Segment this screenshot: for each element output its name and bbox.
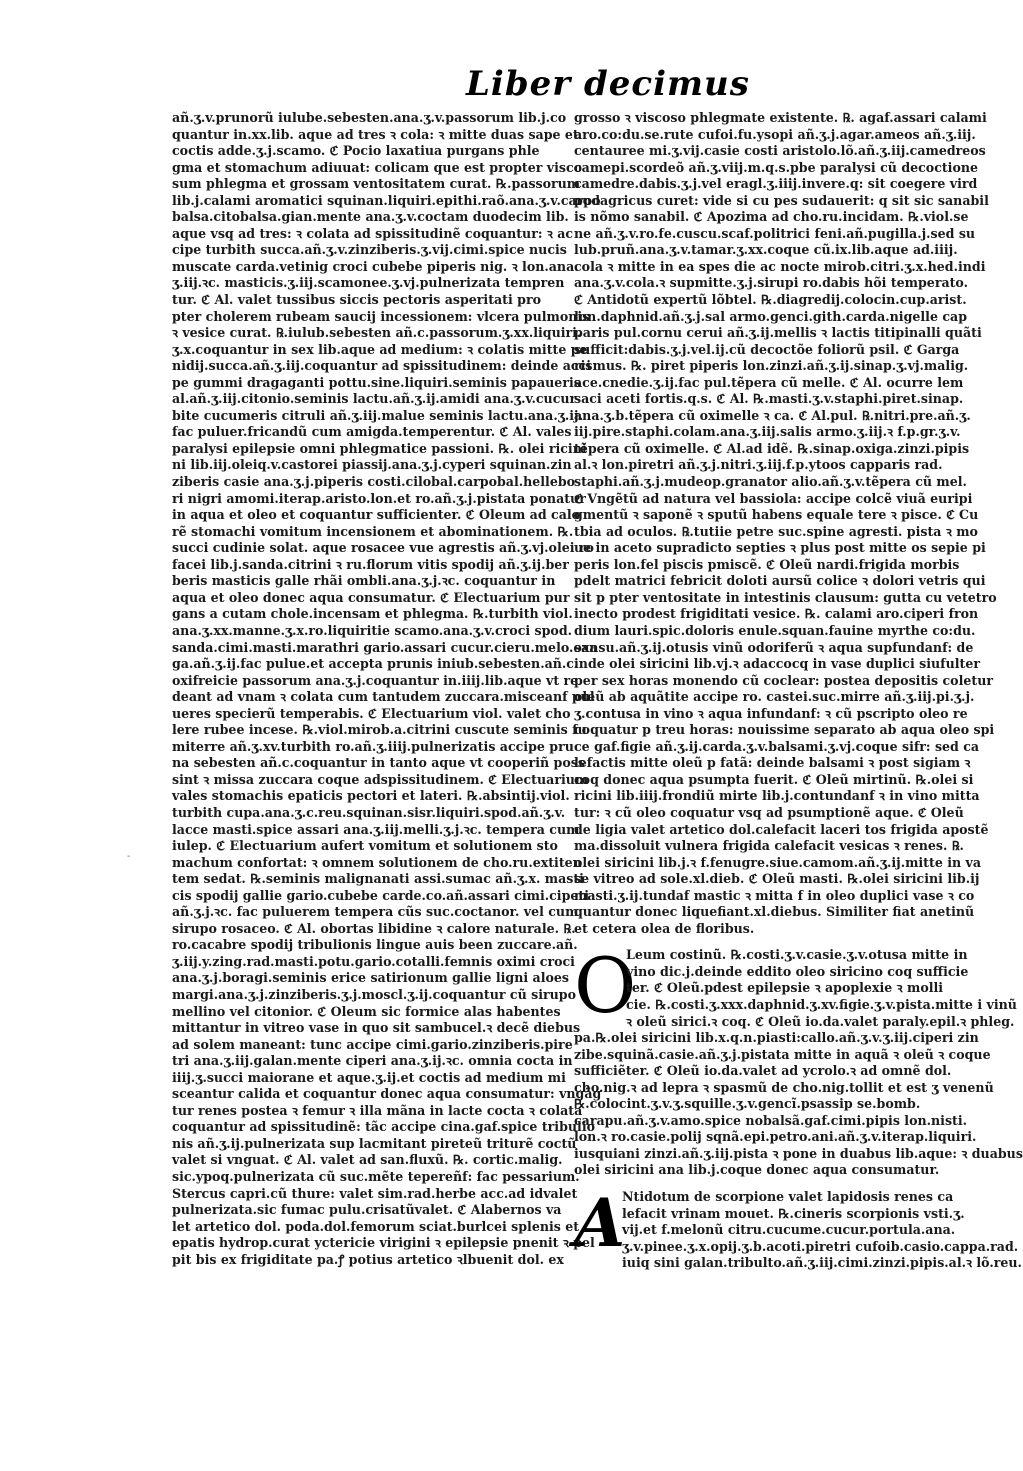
left-column-line: ana.ʒ.xx.manne.ʒ.x.ro.liquiritie scamo.ana.ʒ.v.croci spod.: [172, 622, 573, 638]
right-column-line: ʒ.contusa in vino ꝛ aqua infundanf: ꝛ cũ pscripto oleo re: [574, 705, 968, 721]
left-column-line: ʒ.iij.ꝛc. masticis.ʒ.iij.scamonee.ʒ.vj.pulnerizata tempren: [172, 275, 565, 291]
right-column-line: centauree mi.ʒ.vij.casie costi aristolo.lõ.añ.ʒ.iij.camedreos: [574, 143, 986, 159]
oleum-costinum-line: ꝛ oleũ sirici.ꝛ coq. ℭ Oleũ io.da.valet paraly.epil.ꝛ phleg.: [626, 1013, 1015, 1029]
left-column-line: iulep. ℭ Electuarium aufert vomitum et solutionem sto: [172, 838, 558, 854]
right-column-line: podagricus curet: vide si cu pes sudauerit: q sit sic sanabil: [574, 192, 989, 208]
left-column-line: balsa.citobalsa.gian.mente ana.ʒ.v.coctam duodecim lib.: [172, 209, 569, 225]
right-column-line: pdelt matrici febricit doloti aursũ colice ꝛ dolori vetris qui: [574, 573, 986, 589]
right-column-line: is nõmo sanabil. ℭ Apozima ad cho.ru.incidam. ℞.viol.se: [574, 209, 969, 225]
left-column-line: ʒ.iij.y.zing.rad.masti.potu.gario.cotalli.femnis oximi croci: [172, 953, 575, 969]
left-column-line: nidij.succa.añ.ʒ.iij.coquantur ad spissitudinem: deinde acci: [172, 358, 592, 374]
right-column-line: coquatur p treu horas: nouissime separato ab aqua oleo spi: [574, 722, 995, 738]
right-column-line: cola ꝛ mitte in ea spes die ac nocte mirob.citri.ʒ.x.hed.indi: [574, 258, 986, 274]
left-column-line: paralysi epilepsie omni phlegmatice passioni. ℞. olei ricini: [172, 440, 587, 456]
left-column-line: sirupo rosaceo. ℭ Al. obortas libidine ꝛ calore naturale. ℞.: [172, 920, 576, 936]
left-column-line: deant ad vnam ꝛ colata cum tantudem zuccara.misceanf pul: [172, 689, 595, 705]
left-column-line: ziberis casie ana.ʒ.j.piperis costi.cilobal.carpobal.hellebo: [172, 474, 576, 490]
left-column-line: sceantur calida et coquantur donec aqua consumatur: vngãg: [172, 1086, 602, 1102]
left-column-line: sanda.cimi.masti.marathri gario.assari cucur.cieru.melo.oxa: [172, 639, 598, 655]
oleum-costinum-line: zibe.squinã.casie.añ.ʒ.j.pistata mitte in aquã ꝛ oleũ ꝛ coque: [574, 1046, 991, 1062]
left-column-line: quantur in.xx.lib. aque ad tres ꝛ cola: ꝛ mitte duas sape et: [172, 126, 579, 142]
left-column-line: tri ana.ʒ.iij.galan.mente ciperi ana.ʒ.ij.ꝛc. omnia cocta in: [172, 1053, 573, 1069]
left-column-line: aque vsq ad tres: ꝛ colata ad spissitudinẽ coquantur: ꝛ ac: [172, 225, 574, 241]
right-column-line: per sex horas monendo cũ coclear: postea depositis coletur: [574, 672, 993, 688]
left-column-line: mellino vel citonior. ℭ Oleum sic formice alas habentes: [172, 1003, 561, 1019]
right-column-line: dium lauri.spic.doloris enule.squan.fauine myrthe co:du.: [574, 622, 976, 638]
left-column-line: pit bis ex frigiditate pa.ꝭ potius artetico ꝛlbuenit dol. ex: [172, 1251, 564, 1267]
left-column-line: pe gummi dragaganti pottu.sine.liquiri.seminis papaueris: [172, 374, 581, 390]
left-column-line: gma et stomachum adiuuat: colicam que est propter visco: [172, 159, 583, 175]
left-column-line: epatis hydrop.curat yctericie virigini ꝛ epilepsie pnenit ꝛ pel: [172, 1235, 595, 1251]
left-column-line: ꝛ vesice curat. ℞.iulub.sebesten añ.c.passorum.ʒ.xx.liquiri.: [172, 325, 582, 341]
left-column-line: cis spodij gallie gario.cubebe carde.co.añ.assari cimi.cipeti: [172, 887, 589, 903]
left-column-line: in aqua et oleo et coquantur sufficienter. ℭ Oleum ad calo: [172, 507, 581, 523]
right-column-line: grosso ꝛ viscoso phlegmate existente. ℞. agaf.assari calami: [574, 110, 987, 125]
right-column-line: ℭ Antidotũ expertũ lõbtel. ℞.diagredij.colocin.cup.arist.: [574, 292, 967, 308]
left-column-line: lere rubee incese. ℞.viol.mirob.a.citrini cuscute seminis fu: [172, 722, 587, 738]
right-column-line: ne añ.ʒ.v.ro.fe.cuscu.scaf.politrici feni.añ.pugilla.j.sed su: [574, 225, 976, 241]
left-column-line: ri nigri amomi.iterap.aristo.lon.et ro.añ.ʒ.j.pistata ponatur: [172, 490, 586, 506]
left-column-line: margi.ana.ʒ.j.zinziberis.ʒ.j.moscl.ʒ.ij.coquantur cũ sirupo: [172, 986, 576, 1002]
left-column-line: rẽ stomachi vomitum incensionem et abominationem. ℞.: [172, 523, 574, 539]
right-column-line: ℭ Vngẽtũ ad natura vel bassiola: accipe colcẽ viuã euripi: [574, 490, 973, 506]
left-column: [172, 110, 602, 1268]
right-column-line: ace.cnedie.ʒ.ij.fac pul.tẽpera cũ melle. ℭ Al. ocurre lem: [574, 374, 964, 390]
antidotum-line: lefacit vrinam mouet. ℞.cineris scorpionis vsti.ʒ.: [622, 1205, 965, 1221]
right-column-line: ana.ʒ.b.tẽpera cũ oximelle ꝛ ca. ℭ Al.pul. ℞.nitri.pre.añ.ʒ.: [574, 407, 971, 423]
left-column-line: bite cucumeris citruli añ.ʒ.iij.malue seminis lactu.ana.ʒ.ij.: [172, 407, 583, 423]
left-column-line: tur. ℭ Al. valet tussibus siccis pectoris asperitati pro: [172, 292, 541, 308]
left-column-line: valet si vnguat. ℭ Al. valet ad san.fluxũ. ℞. cortic.malig.: [172, 1152, 563, 1168]
left-column-line: nis añ.ʒ.ij.pulnerizata sup lacmitant pireteũ triturẽ coctũ: [172, 1135, 577, 1151]
left-column-line: vales stomachis epaticis pectori et lateri. ℞.absintij.viol.: [172, 788, 570, 804]
right-column: [574, 110, 1023, 1272]
left-column-line: gans a cutam chole.incensam et phlegma. ℞.turbith viol.: [172, 606, 573, 622]
left-column-line: iiij.ʒ.succi maiorane et aque.ʒ.ij.et coctis ad medium mi: [172, 1069, 566, 1085]
left-column-line: machum confortat: ꝛ omnem solutionem de cho.ru.extiten: [172, 854, 582, 870]
right-column-line: sufficit:dabis.ʒ.j.vel.ij.cũ decoctõe foliorũ psil. ℭ Garga: [574, 341, 960, 357]
right-column-line: peris lon.fel piscis pmiscẽ. ℭ Oleũ nardi.frigida morbis: [574, 556, 960, 572]
right-column-line: sit p pter ventositate in intestinis clausum: gutta cu vetetro: [574, 589, 997, 605]
left-column-line: fac puluer.fricandũ cum amigda.temperentur. ℭ Al. vales: [172, 424, 572, 440]
antidotum-line: ʒ.v.pinee.ʒ.x.opij.ʒ.b.acoti.piretri cufoib.casio.cappa.rad.: [622, 1238, 1019, 1254]
oleum-costinum-line: cie. ℞.costi.ʒ.xxx.daphnid.ʒ.xv.figie.ʒ.v.pista.mitte i vinũ: [626, 996, 1017, 1012]
oleum-costinum-line: ℞.colocint.ʒ.v.ʒ.squille.ʒ.v.gencĩ.psassip se.bomb.: [574, 1096, 921, 1112]
left-column-line: lib.j.calami aromatici squinan.liquiri.epithi.raõ.ana.ʒ.v.carpo: [172, 192, 601, 208]
right-column-top-text: [574, 110, 997, 937]
right-column-line: tbia ad oculos. ℞.tutiie petre suc.spine agresti. pista ꝛ mo: [574, 523, 978, 539]
left-column-line: miterre añ.ʒ.xv.turbith ro.añ.ʒ.iiij.pulnerizatis accipe pru: [172, 738, 574, 754]
oleum-costinum-line: pa.℞.olei siricini lib.x.q.n.piasti:callo.añ.ʒ.v.ʒ.iij.ciperi zin: [574, 1030, 979, 1046]
left-column-line: beris masticis galle rhãi ombli.ana.ʒ.j.ꝛc. coquantur in: [172, 573, 556, 589]
oleum-costinum-paragraph: [574, 941, 1023, 1179]
left-column-line: ro.cacabre spodij tribulionis lingue auis been zuccare.añ.: [172, 937, 578, 953]
oleum-costinum-line: vino dic.j.deinde eddito oleo siricino coq sufficie: [626, 963, 969, 979]
right-column-line: camedre.dabis.ʒ.j.vel eragl.ʒ.iiij.invere.q: sit coegere vird: [574, 176, 978, 192]
left-column-line: al.añ.ʒ.iij.citonio.seminis lactu.añ.ʒ.ij.amidi ana.ʒ.v.cucur: [172, 391, 577, 407]
right-column-line: de ligia valet artetico dol.calefacit laceri tos frigida apostẽ: [574, 821, 989, 837]
right-column-line: ce gaf.figie añ.ʒ.ij.carda.ʒ.v.balsami.ʒ.vj.coque sifr: sed ca: [574, 738, 980, 754]
oleum-costinum-line: iusquiani zinzi.añ.ʒ.iij.pista ꝛ pone in duabus lib.aque: ꝛ duabus: [574, 1145, 1023, 1161]
left-column-line: pter cholerem rubeam saucij incessionem: vlcera pulmonis: [172, 308, 590, 324]
left-column-line: pulnerizata.sic fumac pulu.crisatũvalet. ℭ Alabernos va: [172, 1202, 562, 1218]
right-column-line: inde olei siricini lib.vj.ꝛ adaccocq in vase duplici siufulter: [574, 656, 980, 672]
oleum-costinum-line: carapu.añ.ʒ.v.amo.spice nobalsã.gaf.cimi.pipis lon.nisti.: [574, 1112, 968, 1128]
left-column-line: añ.ʒ.v.prunorũ iulube.sebesten.ana.ʒ.v.passorum lib.j.co: [172, 110, 567, 125]
right-column-line: olei siricini lib.j.ꝛ f.fenugre.siue.camom.añ.ʒ.ij.mitte in va: [574, 854, 982, 870]
right-column-line: inecto prodest frigiditati vesice. ℞. calami aro.ciperi fron: [574, 606, 979, 622]
right-column-line: tẽpera cũ oximelle. ℭ Al.ad idẽ. ℞.sinap.oxiga.zinzi.pipis: [574, 440, 970, 456]
right-column-line: et cetera olea de floribus.: [574, 920, 755, 936]
right-column-line: ricini lib.iiij.frondiũ mirte lib.j.contundanf ꝛ in vino mitta: [574, 788, 980, 804]
right-column-line: lub.pruñ.ana.ʒ.v.tamar.ʒ.xx.coque cũ.ix.lib.aque ad.iiij.: [574, 242, 958, 258]
left-column-line: ana.ʒ.j.boragi.seminis erice satirionum gallie ligni aloes: [172, 970, 569, 986]
antidotum-line: vij.et f.melonũ citru.cucume.cucur.portula.ana.: [622, 1222, 956, 1238]
right-column-line: aro.co:du.se.rute cufoi.fu.ysopi añ.ʒ.j.agar.ameos añ.ʒ.iij.: [574, 126, 976, 142]
right-column-line: masti.ʒ.ij.tundaf mastic ꝛ mitta f in oleo duplici vase ꝛ co: [574, 887, 975, 903]
right-column-line: quantur donec liquefiant.xl.diebus. Similiter fiat anetinũ: [574, 904, 975, 920]
left-column-line: añ.ʒ.j.ꝛc. fac puluerem tempera cũs suc.coctanor. vel cum: [172, 904, 579, 920]
initial-letter-a: A: [574, 1184, 626, 1262]
initial-letter-o: O: [574, 941, 637, 1031]
oleum-costinum-line: ter. ℭ Oleũ.pdest epilepsie ꝛ apoplexie ꝛ molli: [626, 980, 944, 996]
left-column-line: succi cudinie solat. aque rosacee vue agrestis añ.ʒ.vj.olei ro: [172, 540, 594, 556]
antidotum-text: [574, 1184, 1022, 1272]
left-column-line: lacce masti.spice assari ana.ʒ.iij.melli.ʒ.j.ꝛc. tempera cum: [172, 821, 580, 837]
left-column-line: sic.ypoq.pulnerizata cũ suc.mẽte tepereñf: fac pessarium.: [172, 1169, 580, 1184]
right-column-line: sansu.añ.ʒ.ij.otusis vinũ odoriferũ ꝛ aqua supfundanf: de: [574, 639, 974, 655]
right-column-line: lefactis mitte oleũ p fatã: deinde balsami ꝛ post sigiam ꝛ: [574, 755, 971, 771]
right-column-line: staphi.añ.ʒ.j.mudeop.granator alio.añ.ʒ.v.tẽpera cũ mel.: [574, 474, 967, 490]
left-column-line: cipe turbith succa.añ.ʒ.v.zinziberis.ʒ.vij.cimi.spice nucis: [172, 242, 567, 258]
left-column-line: ʒ.x.coquantur in sex lib.aque ad medium: ꝛ colatis mitte pe: [172, 341, 588, 357]
left-column-line: sint ꝛ missa zuccara coque adspissitudinem. ℭ Electuarium: [172, 771, 589, 787]
left-column-line: ad solem maneant: tunc accipe cimi.gario.zinziberis.pire: [172, 1036, 573, 1052]
left-column-line: sum phlegma et grossam ventositatem curat. ℞.passorum: [172, 176, 581, 192]
oleum-costinum-line: lon.ꝛ ro.casie.polij sqnã.epi.petro.ani.añ.ʒ.v.iterap.liquiri.: [574, 1129, 977, 1145]
right-column-line: saci aceti fortis.q.s. ℭ Al. ℞.masti.ʒ.v.staphi.piret.sinap.: [574, 391, 964, 407]
right-column-line: ana.ʒ.v.cola.ꝛ supmitte.ʒ.j.sirupi ro.dabis hõi temperato.: [574, 275, 968, 291]
left-column-line: na sebesten añ.c.coquantur in tanto aque vt cooperiñ poss: [172, 755, 585, 771]
right-column-line: ue in aceto supradicto septies ꝛ plus post mitte os sepie pi: [574, 540, 986, 556]
oleum-costinum-line: cho.nig.ꝛ ad lepra ꝛ spasmũ de cho.nig.tollit et est ʒ venenũ: [574, 1079, 994, 1095]
left-column-line: ga.añ.ʒ.ij.fac pulue.et accepta prunis iniub.sebesten.añ.c.: [172, 656, 579, 672]
paragraph-gap: [574, 1179, 958, 1189]
left-column-line: tem sedat. ℞.seminis malignanati assi.sumac añ.ʒ.x. masti: [172, 871, 584, 887]
right-column-line: al.ꝛ lon.piretri añ.ʒ.j.nitri.ʒ.iij.f.p.ytoos capparis rad.: [574, 457, 943, 473]
oleum-costinum-line: Leum costinũ. ℞.costi.ʒ.v.casie.ʒ.v.otusa mitte in: [626, 947, 968, 963]
right-column-line: lon.daphnid.añ.ʒ.j.sal armo.genci.gith.carda.nigelle cap: [574, 308, 967, 324]
left-column-line: ueres specierũ temperabis. ℭ Electuarium viol. valet cho: [172, 705, 571, 721]
right-column-line: tur: ꝛ cũ oleo coquatur vsq ad psumptionẽ aque. ℭ Oleũ: [574, 804, 964, 820]
right-column-line: se vitreo ad sole.xl.dieb. ℭ Oleũ masti. ℞.olei siricini lib.ij: [574, 871, 980, 887]
left-column-line: coquantur ad spissitudinẽ: tãc accipe cina.gaf.spice tribulio: [172, 1119, 595, 1135]
right-column-line: rismus. ℞. piret piperis lon.zinzi.añ.ʒ.ij.sinap.ʒ.vj.malig.: [574, 358, 969, 374]
left-column-line: facei lib.j.sanda.citrini ꝛ ru.florum vitis spodij añ.ʒ.ij.ber: [172, 556, 569, 572]
left-column-line: turbith cupa.ana.ʒ.c.reu.squinan.sisr.liquiri.spod.añ.ʒ.v.: [172, 804, 566, 820]
right-column-line: oleũ ab aquãtite accipe ro. castei.suc.mirre añ.ʒ.iij.pi.ʒ.j.: [574, 689, 975, 705]
margin-mark: -: [127, 851, 131, 862]
right-column-line: iij.pire.staphi.colam.ana.ʒ.iij.salis armo.ʒ.iij.ꝛ f.p.gr.ʒ.v.: [574, 424, 961, 440]
left-column-line: tur renes postea ꝛ femur ꝛ illa mãna in lacte cocta ꝛ colata: [172, 1102, 583, 1118]
right-column-line: ma.dissoluit vulnera frigida calefacit vesicas ꝛ renes. ℞.: [574, 838, 964, 854]
left-column-line: muscate carda.vetinig croci cubebe piperis nig. ꝛ lon.ana.: [172, 258, 579, 274]
left-column-line: aqua et oleo donec aqua consumatur. ℭ Electuarium pur: [172, 589, 570, 605]
right-column-line: camepi.scordeõ añ.ʒ.viij.m.q.s.pbe paralysi cũ decoctione: [574, 159, 979, 175]
left-column-line: let artetico dol. poda.dol.femorum sciat.burlcei splenis et: [172, 1218, 580, 1234]
left-column-line: Stercus capri.cũ thure: valet sim.rad.herbe acc.ad idvalet: [172, 1185, 578, 1201]
left-column-line: coctis adde.ʒ.j.scamo. ℭ Pocio laxatiua purgans phle: [172, 143, 540, 159]
right-column-line: gmentũ ꝛ saponẽ ꝛ sputũ habens equale tere ꝛ pisce. ℭ Cu: [574, 507, 979, 523]
left-column-line: oxifreicie passorum ana.ʒ.j.coquantur in.iiij.lib.aque vt re: [172, 672, 579, 688]
right-column-line: coq donec aqua psumpta fuerit. ℭ Oleũ mirtinũ. ℞.olei si: [574, 771, 974, 787]
left-column-line: ni lib.iij.oleiq.v.castorei piassij.ana.ʒ.j.cyperi squinan.zin: [172, 457, 572, 473]
left-column-line: mittantur in vitreo vase in quo sit sambucel.ꝛ decẽ diebus: [172, 1020, 581, 1036]
running-head: Liber decimus: [466, 64, 750, 104]
antidotum-paragraph: [574, 1184, 1022, 1272]
antidotum-line: iuiq sini galan.tribulto.añ.ʒ.iij.cimi.zinzi.pipis.al.ꝛ lõ.reu.: [622, 1255, 1022, 1271]
oleum-costinum-text: [574, 941, 1023, 1179]
oleum-costinum-line: olei siricini ana lib.j.coque donec aqua consumatur.: [574, 1162, 940, 1178]
right-column-line: paris pul.cornu cerui añ.ʒ.ij.mellis ꝛ lactis titipinalli quãti: [574, 325, 982, 341]
oleum-costinum-line: sufficiẽter. ℭ Oleũ io.da.valet ad ycrolo.ꝛ ad omnẽ dol.: [574, 1063, 952, 1079]
antidotum-line: Ntidotum de scorpione valet lapidosis renes ca: [622, 1189, 954, 1204]
